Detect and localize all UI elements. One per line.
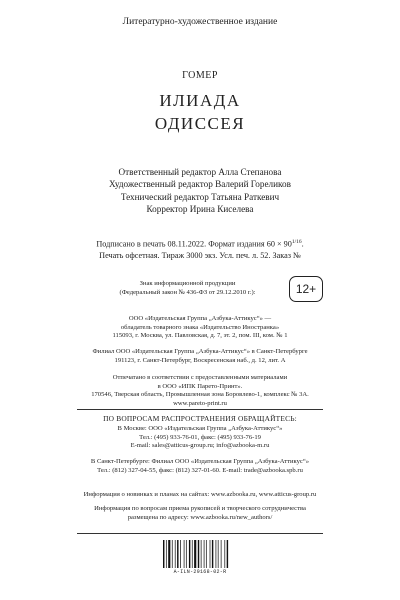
print-format-end: . — [301, 239, 304, 249]
distribution-line: В Санкт-Петербурге: Филиал ООО «Издательская Группа „Азбука-Аттикус“» — [90, 458, 310, 465]
barcode-bar — [227, 540, 228, 568]
print-info-line1 — [0, 237, 400, 250]
credit-managing-editor: Ответственный редактор Алла Степанова — [118, 167, 282, 177]
info-sign-line1: Знак информационной продукции — [139, 280, 236, 287]
distribution-line: E-mail: sales@atticus-group.ru; info@azbooka-m.ru — [130, 442, 270, 450]
barcode-bar — [163, 540, 164, 568]
barcode-bar — [186, 540, 187, 568]
credit-art-editor: Художественный редактор Валерий Гореликов — [109, 179, 291, 190]
barcode-bar — [172, 540, 173, 568]
divider-bottom — [77, 533, 323, 534]
publisher-line: ООО «Издательская Группа „Азбука-Аттикус“» — — [128, 315, 272, 322]
barcode-bar — [184, 540, 185, 568]
barcode-bar — [198, 540, 199, 568]
barcode-bar — [194, 540, 196, 568]
divider-top — [77, 409, 323, 410]
barcode-icon — [163, 540, 237, 568]
branch-line: Филиал ООО «Издательская Группа „Азбука-Аттикус“» в Санкт-Петербурге — [92, 348, 308, 355]
author-name: ГОМЕР — [182, 70, 218, 81]
distribution-line: Тел.: (495) 933-76-01, факс: (495) 933-76-19 — [139, 433, 261, 441]
printer-block — [0, 374, 400, 408]
publisher-line: 115093, г. Москва, ул. Павловская, д. 7, эт. 2, пом. III, ком. № 1 — [112, 332, 288, 340]
book-title-iliad: ИЛИАДА — [159, 91, 241, 110]
barcode-bar — [189, 540, 190, 568]
distribution-moscow — [0, 425, 400, 451]
printer-line: в ООО «ИПК Парето-Принт». — [157, 382, 243, 390]
barcode-bar — [216, 540, 217, 568]
print-format-text: Подписано в печать 08.11.2022. Формат издания 60 × 90 — [96, 239, 292, 249]
distribution-spb — [0, 458, 400, 475]
barcode-bar — [168, 540, 170, 568]
printer-website: www.pareto-print.ru — [173, 399, 227, 407]
distribution-line: Информация о новинках и планах на сайтах: www.azbooka.ru, www.atticus-group.ru — [83, 491, 317, 498]
printer-line: 170546, Тверская область, Промышленная зона Боровлево-1, комплекс № 3А. — [91, 391, 309, 399]
barcode-bar — [224, 540, 225, 568]
barcode-bar — [192, 540, 193, 568]
barcode-bar — [175, 540, 176, 568]
barcode-bar — [212, 540, 213, 568]
credit-proofreader: Корректор Ирина Киселева — [146, 204, 254, 215]
distribution-line: В Москве: ООО «Издательская Группа „Азбука-Аттикус“» — [117, 425, 283, 432]
branch-line: 191123, г. Санкт-Петербург, Воскресенская наб., д. 12, лит. А — [114, 356, 286, 364]
distribution-line: размещена по адресу: www.azbooka.ru/new_authors/ — [127, 513, 273, 521]
print-format-fraction: 1/16 — [291, 239, 302, 245]
print-info-line2: Печать офсетная. Тираж 3000 экз. Усл. печ. л. 52. Заказ № — [99, 250, 301, 260]
credits-block — [0, 166, 400, 216]
barcode-bar — [180, 540, 181, 568]
barcode-bar — [221, 540, 222, 568]
info-sign-text — [95, 279, 280, 297]
distribution-line: Информация по вопросам приема рукописей и творческого сотрудничества — [94, 505, 306, 512]
branch-block — [0, 348, 400, 365]
credit-technical-editor: Технический редактор Татьяна Раткевич — [120, 191, 280, 202]
printer-line: Отпечатано в соответствии с предоставленными материалами — [112, 374, 288, 381]
barcode-number: А-ILN-29168-02-R — [173, 569, 227, 575]
print-info — [0, 237, 400, 261]
barcode-bar — [206, 540, 207, 568]
distribution-heading: ПО ВОПРОСАМ РАСПРОСТРАНЕНИЯ ОБРАЩАЙТЕСЬ: — [103, 414, 297, 423]
distribution-line: Тел.: (812) 327-04-55, факс: (812) 327-01-60. E-mail: trade@azbooka.spb.ru — [97, 466, 303, 474]
age-rating-badge: 12+ — [289, 276, 323, 302]
barcode-bar — [218, 540, 219, 568]
book-title-odyssey: ОДИССЕЯ — [154, 114, 246, 133]
distribution-manuscripts — [0, 505, 400, 522]
barcode-bar — [166, 540, 167, 568]
series-label: Литературно-художественное издание — [122, 17, 278, 27]
distribution-news — [0, 491, 400, 500]
info-sign-line2: (Федеральный закон № 436-ФЗ от 29.12.2010 г.): — [119, 289, 256, 296]
publisher-line: обладатель товарного знака «Издательство Иностранка» — [120, 323, 280, 331]
barcode-bar — [177, 540, 178, 568]
barcode-bar — [204, 540, 205, 568]
publisher-block — [0, 315, 400, 341]
barcode-bar — [201, 540, 202, 568]
barcode-bar — [210, 540, 211, 568]
